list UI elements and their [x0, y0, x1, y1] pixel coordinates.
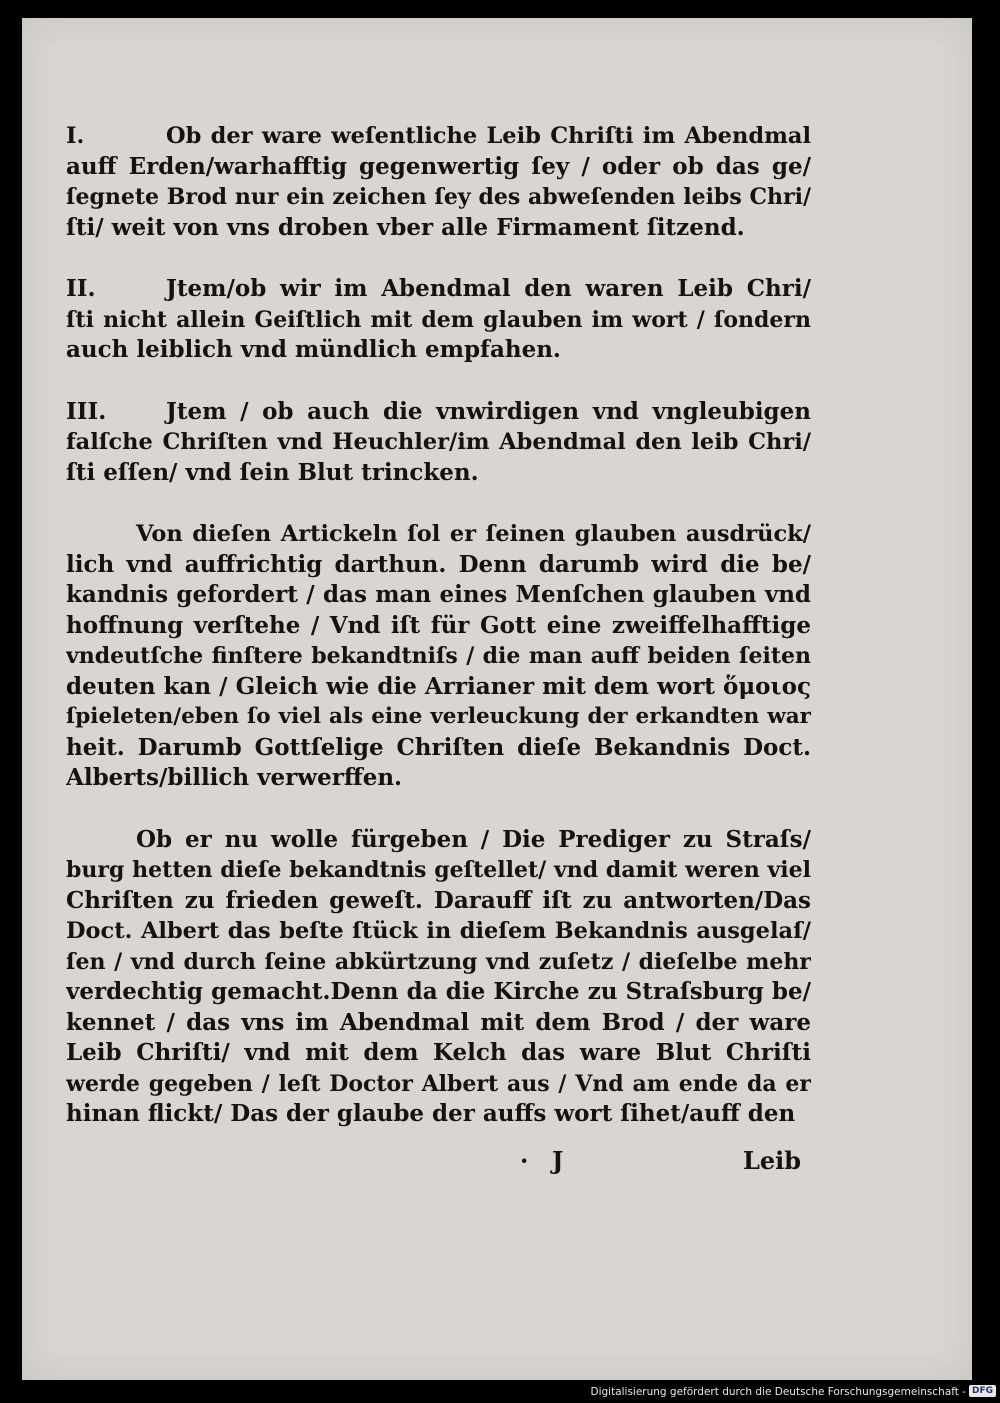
article-number: II.	[66, 275, 96, 302]
paragraph	[66, 121, 811, 243]
text-line	[66, 335, 811, 366]
text-line	[66, 763, 811, 794]
line-text: auch leiblich vnd mündlich empfahen.	[66, 336, 561, 363]
text-line	[66, 641, 811, 672]
text-line	[66, 1038, 811, 1069]
line-text: heit. Darumb Gottſelige Chriſten dieſe Bekandnis Doct.	[66, 733, 811, 761]
paragraph	[66, 274, 811, 366]
signature-mark: J	[552, 1146, 564, 1175]
text-line	[66, 1099, 811, 1130]
book-page	[22, 18, 972, 1380]
line-text: Jtem/ob wir im Abendmal den waren Leib Chri/	[166, 275, 811, 302]
line-text: deuten kan / Gleich wie die Arrianer mit dem wort ὅμοιος	[66, 672, 811, 700]
text-line	[66, 121, 811, 152]
line-text: ſti/ weit von vns droben vber alle Firmament ſitzend.	[66, 213, 745, 241]
article-number: I.	[66, 123, 85, 149]
line-text: Doct. Albert das beſte ſtück in dieſem Bekandnis ausgelaſ/	[66, 918, 811, 944]
line-text: Alberts/billich verwerffen.	[66, 764, 403, 791]
signature-dot: ·	[520, 1146, 529, 1175]
text-line	[66, 977, 811, 1008]
line-text: ſpieleten/eben ſo viel als eine verleuckung der erkandten war	[66, 704, 811, 729]
text-line	[66, 672, 811, 703]
text-line	[66, 397, 811, 428]
paragraph	[66, 519, 811, 794]
line-text: ſegnete Brod nur ein zeichen ſey des abweſenden leibs Chri/	[66, 184, 811, 210]
line-text: hinan flickt/ Das der glaube der auffs wort ſihet/auff den	[66, 1100, 796, 1127]
text-line	[66, 702, 811, 733]
line-text: Leib Chriſti/ vnd mit dem Kelch das ware Blut Chriſti	[66, 1039, 811, 1066]
text-line	[66, 916, 811, 947]
article-number: III.	[66, 397, 107, 425]
text-line	[66, 427, 811, 458]
line-text: Ob der ware weſentliche Leib Chriſti im Abendmal	[166, 123, 811, 149]
line-text: vndeutſche finſtere bekandtniſs / die man auff beiden ſeiten	[66, 643, 811, 669]
text-line	[66, 182, 811, 213]
paragraph	[66, 825, 811, 1130]
text-line	[66, 825, 811, 856]
line-text: ſti nicht allein Geiſtlich mit dem glauben im wort / ſondern	[66, 306, 811, 333]
digitization-footer	[590, 1384, 993, 1400]
line-text: ſen / vnd durch ſeine abkürtzung vnd zuſetz / dieſelbe mehr	[66, 948, 811, 975]
line-text: Von dieſen Artickeln ſol er ſeinen glauben ausdrück/	[136, 521, 811, 547]
catchword: Leib	[742, 1146, 801, 1175]
text-line	[66, 886, 811, 917]
line-text: Jtem / ob auch die vnwirdigen vnd vngleubigen	[166, 397, 811, 425]
text-line	[66, 855, 811, 886]
text-line	[66, 550, 811, 581]
page-bottom-marks	[66, 1146, 811, 1178]
line-text: ſti eſſen/ vnd ſein Blut trincken.	[66, 458, 479, 486]
text-line	[66, 458, 811, 489]
line-text: kandnis gefordert / das man eines Menſchen glauben vnd	[66, 581, 811, 608]
line-text: kennet / das vns im Abendmal mit dem Brod / der ware	[66, 1008, 811, 1036]
text-line	[66, 519, 811, 550]
text-line	[66, 274, 811, 305]
text-line	[66, 611, 811, 642]
text-line	[66, 213, 811, 244]
footer-credit: Digitalisierung gefördert durch die Deutsche Forschungsgemeinschaft -	[590, 1386, 966, 1398]
line-text: Chriſten zu frieden geweſt. Darauff iſt zu antworten/Das	[66, 886, 811, 914]
text-line	[66, 947, 811, 978]
text-line	[66, 1008, 811, 1039]
page-text	[66, 121, 811, 1161]
text-line	[66, 733, 811, 764]
dfg-logo-icon: DFG	[969, 1385, 996, 1397]
line-text: burg hetten dieſe bekandtnis geſtellet/ vnd damit weren viel	[66, 857, 811, 883]
line-text: falſche Chriſten vnd Heuchler/im Abendmal den leib Chri/	[66, 429, 811, 455]
line-text: lich vnd auffrichtig darthun. Denn darumb wird die be/	[66, 550, 811, 578]
paragraph	[66, 397, 811, 489]
line-text: Ob er nu wolle fürgeben / Die Prediger zu Straſs/	[136, 825, 811, 853]
text-line	[66, 305, 811, 336]
text-line	[66, 152, 811, 183]
line-text: auff Erden/warhafftig gegenwertig ſey / oder ob das ge/	[66, 152, 811, 180]
text-line	[66, 1069, 811, 1100]
text-line	[66, 580, 811, 611]
line-text: hoffnung verſtehe / Vnd iſt für Gott eine zweiffelhafftige	[66, 611, 811, 639]
line-text: verdechtig gemacht.Denn da die Kirche zu Straſsburg be/	[66, 978, 811, 1005]
line-text: werde gegeben / leſt Doctor Albert aus / Vnd am ende da er	[66, 1070, 811, 1097]
